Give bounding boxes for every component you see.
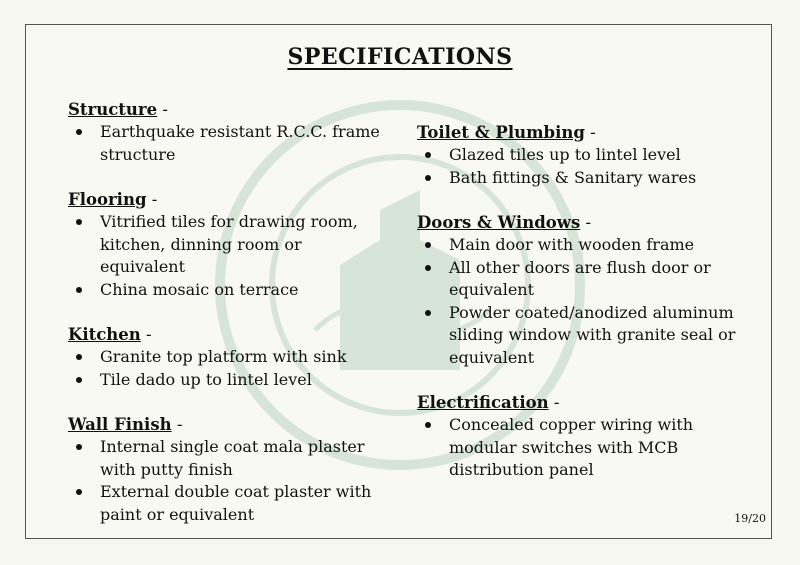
spec-section bbox=[417, 121, 737, 189]
section-heading bbox=[417, 121, 737, 144]
section-heading-text: Toilet & Plumbing bbox=[417, 123, 585, 142]
spec-item: China mosaic on terrace bbox=[68, 279, 388, 302]
heading-dash: - bbox=[584, 123, 596, 142]
section-heading bbox=[68, 323, 388, 346]
section-heading-text: Kitchen bbox=[68, 325, 141, 344]
section-heading bbox=[68, 188, 388, 211]
section-heading-text: Structure bbox=[68, 100, 158, 119]
section-heading bbox=[68, 98, 388, 121]
spec-item: Vitrified tiles for drawing room, kitchen, dinning room or equivalent bbox=[68, 211, 388, 279]
heading-dash: - bbox=[171, 415, 183, 434]
right-column bbox=[417, 121, 737, 482]
section-heading bbox=[417, 211, 737, 234]
spec-item: Tile dado up to lintel level bbox=[68, 369, 388, 392]
left-column bbox=[68, 98, 388, 526]
spec-list bbox=[68, 211, 388, 301]
page-number: 19/20 bbox=[734, 512, 766, 525]
section-heading-text: Wall Finish bbox=[68, 415, 172, 434]
spec-item: Concealed copper wiring with modular switches with MCB distribution panel bbox=[417, 414, 737, 482]
spec-list bbox=[68, 121, 388, 166]
spec-item: Powder coated/anodized aluminum sliding window with granite seal or equivalent bbox=[417, 302, 737, 370]
spec-list bbox=[417, 144, 737, 189]
heading-dash: - bbox=[157, 100, 168, 119]
spec-section bbox=[68, 323, 388, 391]
spec-list bbox=[417, 234, 737, 369]
heading-dash: - bbox=[580, 213, 592, 232]
section-heading bbox=[68, 413, 388, 436]
spec-list bbox=[417, 414, 737, 482]
spec-item: Main door with wooden frame bbox=[417, 234, 737, 257]
spec-item: Earthquake resistant R.C.C. frame structure bbox=[68, 121, 388, 166]
spec-item: External double coat plaster with paint or equivalent bbox=[68, 481, 388, 526]
page-title: SPECIFICATIONS bbox=[287, 44, 513, 70]
spec-list bbox=[68, 436, 388, 526]
heading-dash: - bbox=[548, 393, 560, 412]
heading-dash: - bbox=[140, 325, 152, 344]
spec-item: Glazed tiles up to lintel level bbox=[417, 144, 737, 167]
spec-list bbox=[68, 346, 388, 391]
section-heading bbox=[417, 391, 737, 414]
section-heading-text: Doors & Windows bbox=[417, 213, 581, 232]
section-heading-text: Flooring bbox=[68, 190, 147, 209]
spec-item: All other doors are flush door or equivalent bbox=[417, 257, 737, 302]
section-heading-text: Electrification bbox=[417, 393, 549, 412]
spec-item: Bath fittings & Sanitary wares bbox=[417, 167, 737, 190]
spec-item: Internal single coat mala plaster with putty finish bbox=[68, 436, 388, 481]
spec-section bbox=[417, 211, 737, 369]
spec-section bbox=[68, 98, 388, 166]
spec-section bbox=[68, 413, 388, 526]
heading-dash: - bbox=[146, 190, 158, 209]
spec-item: Granite top platform with sink bbox=[68, 346, 388, 369]
spec-section bbox=[68, 188, 388, 301]
spec-section bbox=[417, 391, 737, 482]
